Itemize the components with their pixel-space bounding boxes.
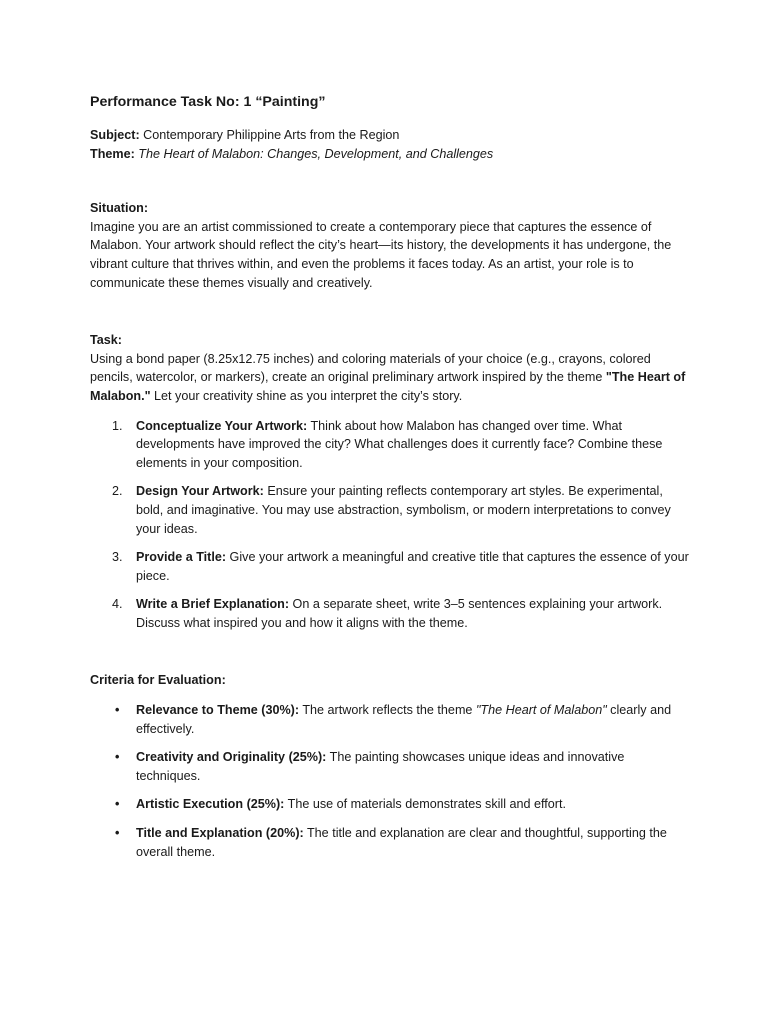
document-title: Performance Task No: 1 “Painting” (90, 94, 326, 110)
step-text: Give your artwork a meaningful and creative title that captures the essence of your piece. (136, 550, 689, 583)
criteria-theme-quote: "The Heart of Malabon" (475, 703, 607, 718)
step-label: Conceptualize Your Artwork: (136, 418, 308, 433)
criteria-text: The use of materials demonstrates skill and effort. (284, 797, 566, 812)
criteria-list (90, 701, 690, 861)
document-page (90, 92, 690, 871)
task-intro (90, 350, 690, 406)
list-item (90, 824, 690, 861)
subject-label: Subject: (90, 128, 140, 142)
task-intro-theme: "The Heart of Malabon." (90, 370, 686, 403)
theme-line (90, 145, 690, 164)
list-item (90, 748, 690, 785)
criteria-text: The artwork reflects the theme (299, 703, 476, 718)
subject-line (90, 126, 690, 145)
criteria-label: Creativity and Originality (25%): (136, 750, 327, 765)
task-intro-closing: Let your creativity shine as you interpret the city’s story. (150, 388, 463, 403)
step-number: 1. (112, 418, 123, 433)
criteria-heading: Criteria for Evaluation: (90, 673, 226, 688)
criteria-section (90, 671, 690, 861)
step-label: Provide a Title: (136, 550, 227, 565)
criteria-label: Relevance to Theme (30%): (136, 703, 300, 718)
step-label: Design Your Artwork: (136, 484, 264, 499)
task-heading: Task: (90, 333, 122, 348)
subject-value: Contemporary Philippine Arts from the Region (139, 128, 400, 142)
criteria-text: The painting showcases unique ideas and innovative techniques. (136, 750, 625, 783)
step-text: Think about how Malabon has changed over time. What developments have improved the city? What challenges does it currently face? Combine these elements in your composition. (136, 418, 663, 470)
step-label: Write a Brief Explanation: (136, 597, 290, 612)
theme-value: The Heart of Malabon: Changes, Development, and Challenges (134, 146, 494, 161)
situation-heading: Situation: (90, 201, 149, 216)
step-number: 2. (112, 484, 123, 499)
step-number: 3. (112, 550, 123, 565)
step-text: On a separate sheet, write 3–5 sentences explaining your artwork. Discuss what inspired you and how it aligns with the theme. (136, 597, 663, 630)
task-steps-list (90, 417, 690, 633)
list-item (90, 548, 690, 585)
list-item (90, 795, 690, 814)
list-item (90, 595, 690, 632)
theme-label: Theme: (90, 146, 135, 161)
list-item (90, 417, 690, 473)
step-text: Ensure your painting reflects contemporary art styles. Be experimental, bold, and imaginative. You may use abstraction, symbolism, or modern interpretations to convey your ideas. (136, 484, 671, 536)
task-intro-text: Using a bond paper (8.25x12.75 inches) and coloring materials of your choice (e.g., crayons, colored pencils, watercolor, or markers), create an original preliminary artwork inspired by the theme (90, 351, 651, 385)
criteria-label: Title and Explanation (20%): (136, 826, 304, 841)
situation-text: Imagine you are an artist commissioned to create a contemporary piece that captures the essence of Malabon. Your artwork should reflect the city’s heart—its history, the developments it has undergone, the vibrant culture that thrives within, and even the problems it faces today. As an artist, your role is to communicate these themes visually and creatively. (90, 219, 672, 290)
list-item (90, 701, 690, 738)
situation-section (90, 199, 690, 292)
criteria-label: Artistic Execution (25%): (136, 797, 285, 812)
bullet-icon: • (115, 703, 120, 718)
criteria-text: The title and explanation are clear and thoughtful, supporting the overall theme. (136, 826, 667, 859)
criteria-text-end: clearly and effectively. (136, 703, 672, 736)
bullet-icon: • (115, 826, 120, 841)
step-number: 4. (112, 597, 123, 612)
bullet-icon: • (115, 797, 120, 812)
task-section (90, 331, 690, 632)
bullet-icon: • (115, 750, 120, 765)
list-item (90, 482, 690, 538)
